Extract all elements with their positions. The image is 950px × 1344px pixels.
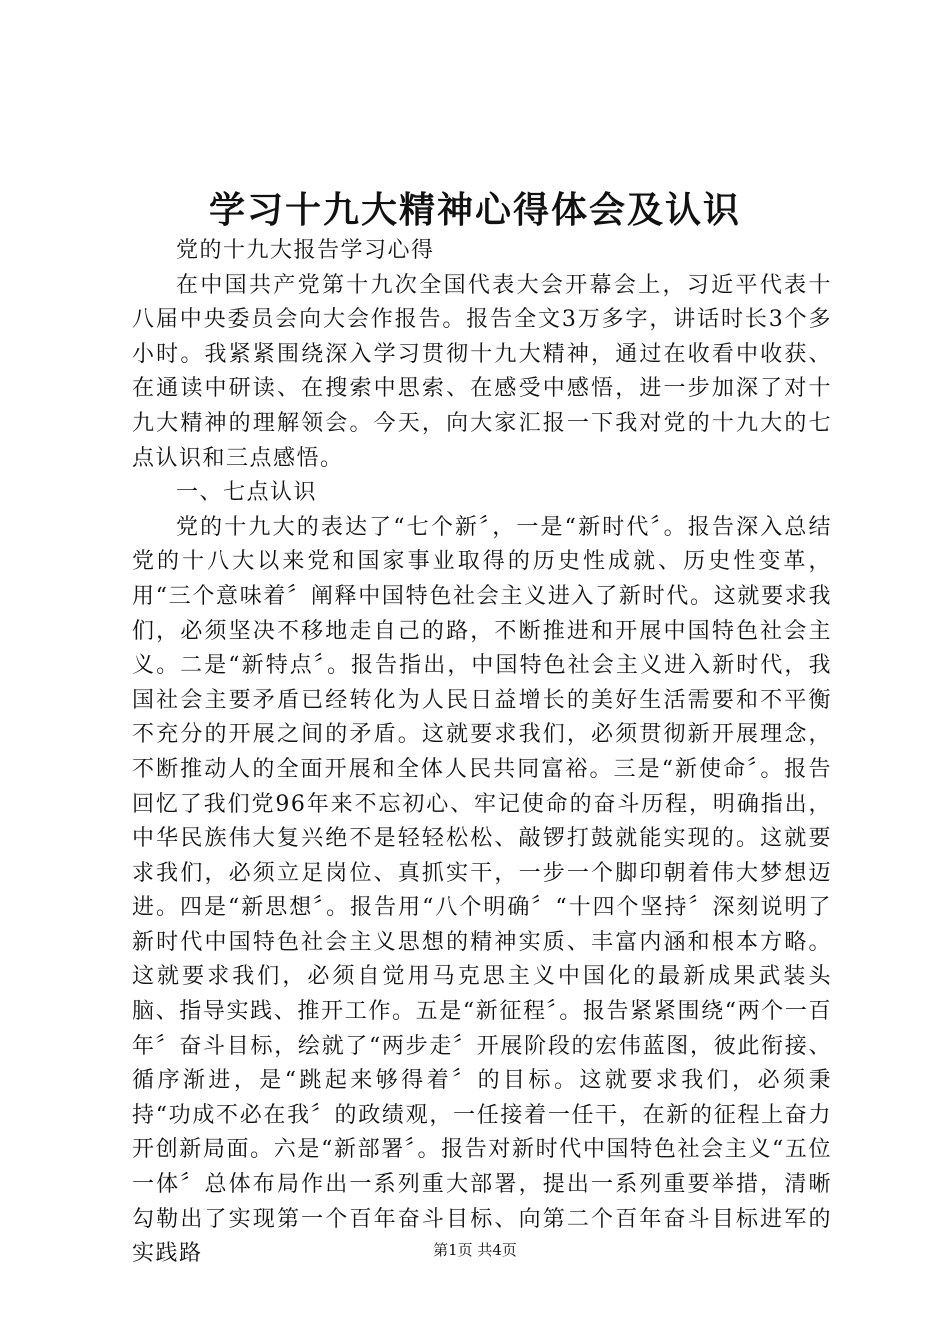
body-paragraph: 党的十九大的表达了“七个新〞，一是“新时代〞。报告深入总结党的十八大以来党和国家事业取得的历史性成就、历史性变革，用“三个意味着〞阐释中国特色社会主义进入了新时代。这就要求我们，必须坚决不移地走自己的路，不断推进和开展中国特色社会主义。二是“新特点〞。报告指出，中国特色社会主义进入新时代，我国社会主要矛盾已经转化为人民日益增长的美好生活需要和不平衡不充分的开展之间的矛盾。这就要求我们，必须贯彻新开展理念，不断推动人的全面开展和全体人民共同富裕。三是“新使命〞。报告回忆了我们党96年来不忘初心、牢记使命的奋斗历程，明确指出，中华民族伟大复兴绝不是轻轻松松、敲锣打鼓就能实现的。这就要求我们，必须立足岗位、真抓实干，一步一个脚印朝着伟大梦想迈进。四是“新思想〞。报告用“八个明确〞“十四个坚持〞深刻说明了新时代中国特色社会主义思想的精神实质、丰富内涵和根本方略。这就要求我们，必须自觉用马克思主义中国化的最新成果武装头脑、指导实践、推开工作。五是“新征程〞。报告紧紧围绕“两个一百年〞奋斗目标，绘就了“两步走〞开展阶段的宏伟蓝图，彼此衔接、循序渐进，是“跳起来够得着〞的目标。这就要求我们，必须秉持“功成不必在我〞的政绩观，一任接着一任干，在新的征程上奋力开创新局面。六是“新部署〞。报告对新时代中国特色社会主义“五位一体〞总体布局作出一系列重大部署，提出一系列重要举措，清晰勾勒出了实现第一个百年奋斗目标、向第二个百年奋斗目标进军的实践路 [132,514,832,1267]
subtitle-paragraph: 党的十九大报告学习心得 [176,238,435,263]
document-title: 学习十九大精神心得体会及认识 [208,189,741,231]
intro-paragraph: 在中国共产党第十九次全国代表大会开幕会上，习近平代表十八届中央委员会向大会作报告。报告全文3万多字，讲话时长3个多小时。我紧紧围绕深入学习贯彻十九大精神，通过在收看中收获、在通读中研读、在搜索中思索、在感受中感悟，进一步加深了对十九大精神的理解领会。今天，向大家汇报一下我对党的十九大的七点认识和三点感悟。 [132,272,832,471]
page-number-footer: 第1页 共4页 [433,1241,517,1259]
document-body [132,234,832,1272]
section-heading: 一、七点认识 [176,480,318,506]
